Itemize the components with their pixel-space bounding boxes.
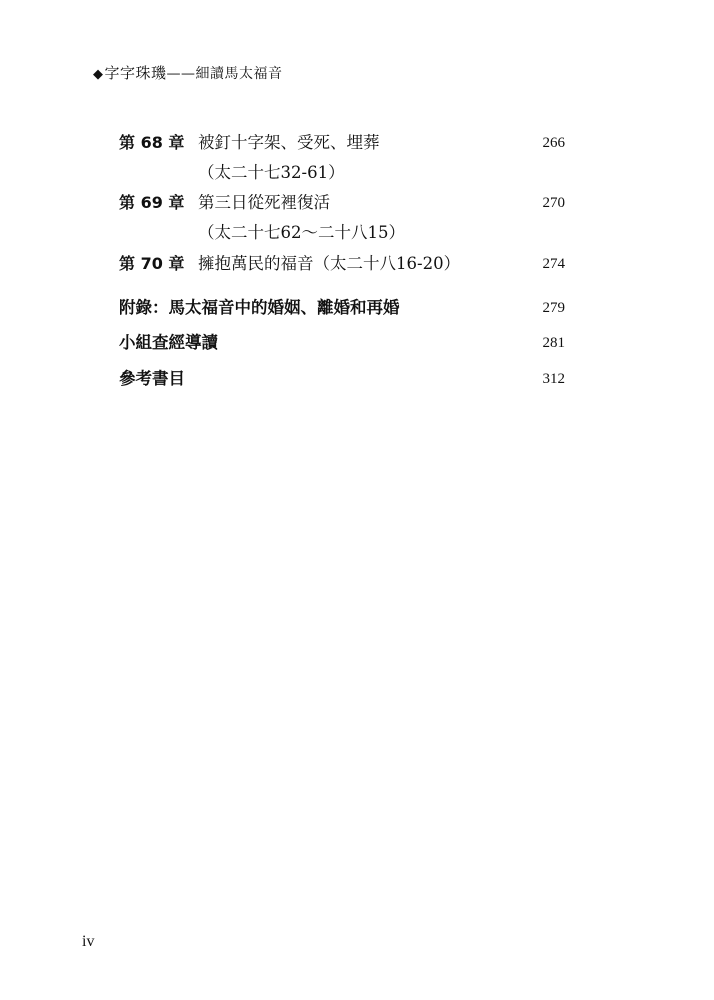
- appendix-title: 附錄：馬太福音中的婚姻、離婚和再婚: [119, 298, 400, 317]
- chapter-label: 第 68 章: [119, 133, 185, 152]
- page-number: 279: [542, 300, 565, 316]
- chapter-label: 第 70 章: [119, 254, 185, 273]
- toc-entry-chapter-68[interactable]: [0, 131, 714, 155]
- book-subtitle: 細讀馬太福音: [195, 66, 283, 82]
- toc-entry-appendix[interactable]: [0, 296, 714, 320]
- bibliography-title: 參考書目: [119, 369, 185, 388]
- chapter-label: 第 69 章: [119, 193, 185, 212]
- toc-entry-chapter-69[interactable]: [0, 191, 714, 215]
- chapter-title: 被釘十字架、受死、埋葬: [198, 133, 380, 152]
- study-guide-title: 小組查經導讀: [119, 333, 218, 352]
- header-dash: ——: [166, 66, 196, 82]
- running-header: [93, 62, 283, 83]
- chapter-scripture-reference: （太二十七62～二十八15）: [198, 223, 405, 242]
- toc-entry-bibliography[interactable]: [0, 367, 714, 391]
- toc-entry-chapter-70[interactable]: [0, 252, 714, 276]
- toc-entry-study-guide[interactable]: [0, 331, 714, 355]
- book-title: 字字珠璣: [104, 64, 167, 82]
- diamond-icon: ◆: [93, 67, 104, 82]
- page-number: 270: [542, 195, 565, 211]
- page-number: 274: [542, 256, 565, 272]
- toc-entry-chapter-69-reference: [0, 221, 714, 245]
- page-number: 312: [542, 371, 565, 387]
- chapter-title: 擁抱萬民的福音（太二十八16-20）: [198, 254, 461, 273]
- chapter-scripture-reference: （太二十七32-61）: [198, 163, 345, 182]
- page-number: 266: [542, 135, 565, 151]
- chapter-title: 第三日從死裡復活: [198, 193, 330, 212]
- page-number: 281: [542, 335, 565, 351]
- page-folio: iv: [82, 933, 95, 950]
- toc-entry-chapter-68-reference: [0, 161, 714, 185]
